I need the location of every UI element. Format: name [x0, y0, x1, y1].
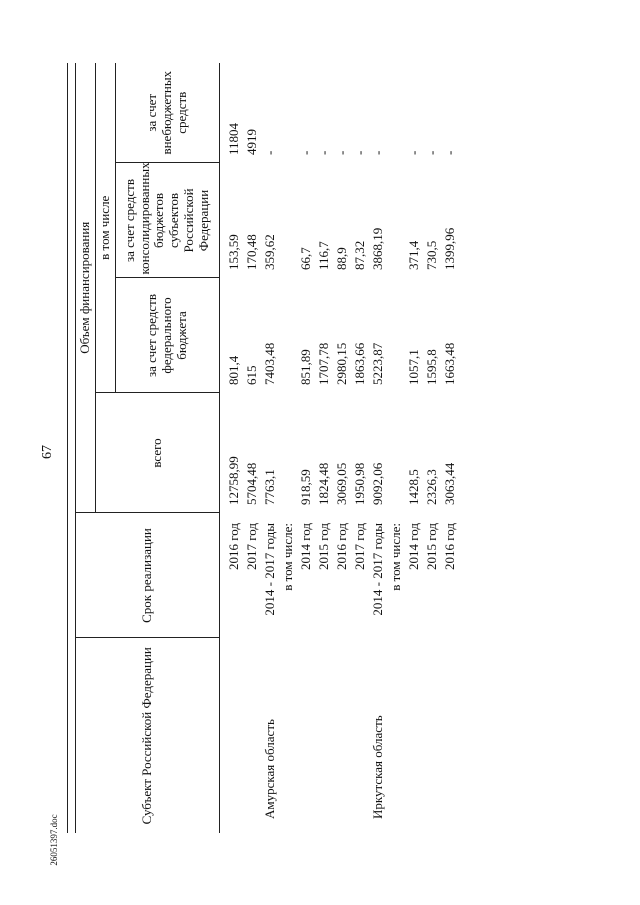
regional-cell: 170,48: [244, 234, 260, 270]
extra-cell: -: [406, 150, 422, 155]
table-row: [442, 63, 460, 833]
header-financing: Объем финансирования: [76, 63, 96, 513]
extra-cell: -: [298, 150, 314, 155]
subject-cell: [280, 638, 298, 833]
total-cell: 1824,48: [316, 462, 332, 505]
period-cell: в том числе:: [388, 523, 404, 591]
subject-cell: [406, 638, 424, 833]
regional-cell: 153,59: [226, 234, 242, 270]
table-header: [76, 63, 220, 833]
extra-cell: -: [424, 150, 440, 155]
header-regional: за счет средств консолидированных бюджетов субъектов Российской Федерации: [115, 163, 219, 278]
regional-cell: 371,4: [406, 240, 422, 270]
table-row: [370, 63, 388, 833]
extra-cell: 11804: [226, 122, 242, 155]
federal-cell: 1595,8: [424, 349, 440, 385]
subject-cell: [352, 638, 370, 833]
regional-cell: 87,32: [352, 240, 368, 270]
regional-cell: 1399,96: [442, 227, 458, 270]
header-period: Срок реализации: [76, 513, 220, 638]
financing-table-rotated: [75, 63, 545, 833]
extra-cell: -: [262, 150, 278, 155]
federal-cell: 1707,78: [316, 342, 332, 385]
extra-cell: 4919: [244, 129, 260, 155]
table-row: [388, 63, 406, 833]
subject-cell: Амурская область: [262, 719, 278, 819]
extra-cell: [280, 63, 298, 163]
total-cell: 1428,5: [406, 469, 422, 505]
extra-cell: [388, 63, 406, 163]
subject-cell: [334, 638, 352, 833]
regional-cell: 88,9: [334, 247, 350, 270]
table-row: [424, 63, 442, 833]
table-row: [352, 63, 370, 833]
document-code: 26051397.doc: [49, 814, 59, 866]
subject-cell: [424, 638, 442, 833]
header-federal: за счет средств федерального бюджета: [115, 278, 219, 393]
subject-cell: [316, 638, 334, 833]
period-cell: 2014 год: [406, 523, 422, 570]
header-total: всего: [95, 393, 219, 513]
financing-table: [75, 63, 460, 833]
table-row: [262, 63, 280, 833]
total-cell: 3069,05: [334, 462, 350, 505]
table-row: [316, 63, 334, 833]
period-cell: 2014 год: [298, 523, 314, 570]
table-row: [334, 63, 352, 833]
federal-cell: 7403,48: [262, 342, 278, 385]
federal-cell: 1663,48: [442, 342, 458, 385]
total-cell: 5704,48: [244, 462, 260, 505]
header-extra: за счет внебюджетных средств: [115, 63, 219, 163]
federal-cell: 801,4: [226, 355, 242, 385]
regional-cell: [388, 163, 406, 278]
regional-cell: 359,62: [262, 234, 278, 270]
total-cell: 2326,3: [424, 469, 440, 505]
period-cell: 2014 - 2017 годы: [262, 523, 278, 616]
period-cell: 2015 год: [316, 523, 332, 570]
table-row: [280, 63, 298, 833]
federal-cell: 2980,15: [334, 342, 350, 385]
regional-cell: 116,7: [316, 241, 332, 270]
total-cell: [388, 393, 406, 513]
subject-cell: [244, 638, 262, 833]
total-cell: [280, 393, 298, 513]
regional-cell: 66,7: [298, 247, 314, 270]
page-number: 67: [40, 445, 55, 459]
total-cell: 12758,99: [226, 456, 242, 505]
top-rule: [67, 63, 68, 833]
total-cell: 3063,44: [442, 462, 458, 505]
federal-cell: 1057,1: [406, 349, 422, 385]
total-cell: 9092,06: [370, 462, 386, 505]
table-row: [406, 63, 424, 833]
period-cell: 2016 год: [334, 523, 350, 570]
header-including: в том числе: [95, 63, 115, 393]
extra-cell: -: [370, 150, 386, 155]
total-cell: 918,59: [298, 469, 314, 505]
federal-cell: 5223,87: [370, 342, 386, 385]
period-cell: 2014 - 2017 годы: [370, 523, 386, 616]
extra-cell: -: [334, 150, 350, 155]
federal-cell: 615: [244, 365, 260, 385]
table-row: [244, 63, 262, 833]
table-row: [219, 63, 244, 833]
period-cell: 2015 год: [424, 523, 440, 570]
period-cell: 2017 год: [352, 523, 368, 570]
total-cell: 1950,98: [352, 462, 368, 505]
extra-cell: -: [316, 150, 332, 155]
period-cell: в том числе:: [280, 523, 296, 591]
table-row: [298, 63, 316, 833]
regional-cell: [280, 163, 298, 278]
regional-cell: 3868,19: [370, 227, 386, 270]
header-subject: Субъект Российской Федерации: [76, 638, 220, 833]
subject-cell: [219, 638, 244, 833]
subject-cell: Иркутская область: [370, 715, 386, 819]
table-body: [219, 63, 460, 833]
subject-cell: [298, 638, 316, 833]
period-cell: 2016 год: [442, 523, 458, 570]
period-cell: 2016 год: [226, 523, 242, 570]
total-cell: 7763,1: [262, 469, 278, 505]
extra-cell: -: [352, 150, 368, 155]
regional-cell: 730,5: [424, 240, 440, 270]
federal-cell: [280, 278, 298, 393]
subject-cell: [388, 638, 406, 833]
extra-cell: -: [442, 150, 458, 155]
federal-cell: [388, 278, 406, 393]
federal-cell: 851,89: [298, 349, 314, 385]
period-cell: 2017 год: [244, 523, 260, 570]
subject-cell: [442, 638, 460, 833]
federal-cell: 1863,66: [352, 342, 368, 385]
